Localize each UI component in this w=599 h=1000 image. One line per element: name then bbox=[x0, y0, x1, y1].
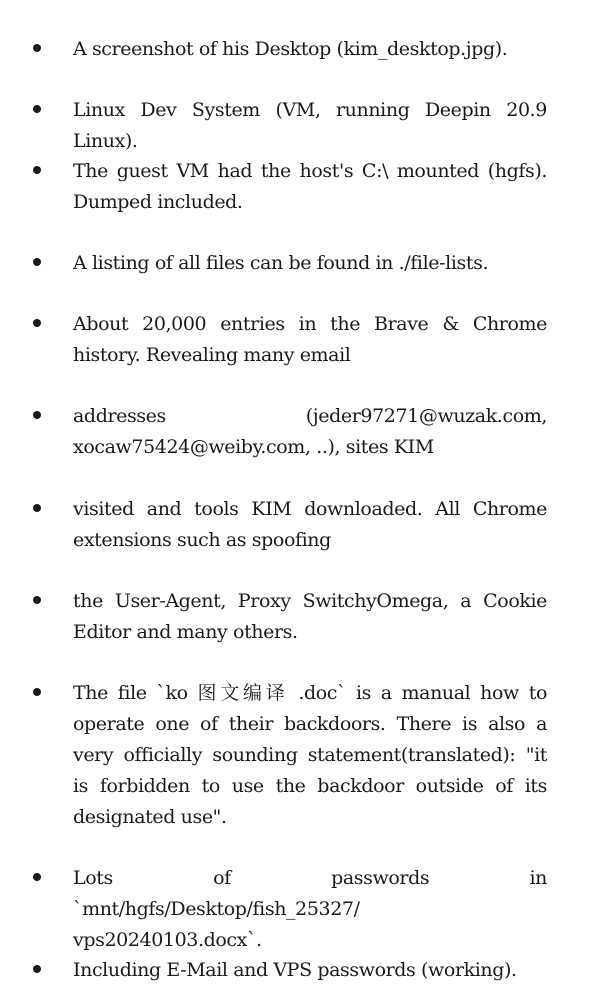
list-item-text: A listing of all files can be found in ./file-lists. bbox=[73, 252, 489, 274]
bullet-icon bbox=[33, 105, 41, 113]
list-item-text: visited and tools KIM downloaded. All Chrome extensions such as spoofing bbox=[73, 498, 547, 551]
list-item-text: The guest VM had the host's C:\ mounted (hgfs). Dumped included. bbox=[73, 160, 547, 213]
bullet-icon bbox=[33, 596, 41, 604]
list-item-text: Lots of passwords in `mnt/hgfs/Desktop/fish_25327/ vps20240103.docx`. bbox=[73, 867, 547, 951]
list-item-text: About 20,000 entries in the Brave & Chrome history. Revealing many email bbox=[73, 313, 547, 366]
bullet-icon bbox=[33, 504, 41, 512]
bullet-icon bbox=[33, 688, 41, 696]
bullet-icon bbox=[33, 44, 41, 52]
bullet-icon bbox=[33, 873, 41, 881]
list-item-text: Including E-Mail and VPS passwords (working). bbox=[73, 959, 517, 981]
bullet-icon bbox=[33, 411, 41, 419]
list-item-text: The file `ko 图文编译 .doc` is a manual how to operate one of their backdoors. There is also a very officially sounding statement(translated): "it is forbidden to use the backdoor outside of its designated use". bbox=[73, 682, 547, 828]
bullet-icon bbox=[33, 965, 41, 973]
list-item-text: addresses (jeder97271@wuzak.com, xocaw75424@weiby.com, ..), sites KIM bbox=[73, 405, 547, 458]
bullet-icon bbox=[33, 258, 41, 266]
list-item-text: Linux Dev System (VM, running Deepin 20.9 Linux). bbox=[73, 99, 547, 152]
list-item-text: A screenshot of his Desktop (kim_desktop.jpg). bbox=[73, 38, 508, 60]
list-item-text: the User-Agent, Proxy SwitchyOmega, a Cookie Editor and many others. bbox=[73, 590, 547, 643]
bullet-icon bbox=[33, 319, 41, 327]
bullet-icon bbox=[33, 166, 41, 174]
